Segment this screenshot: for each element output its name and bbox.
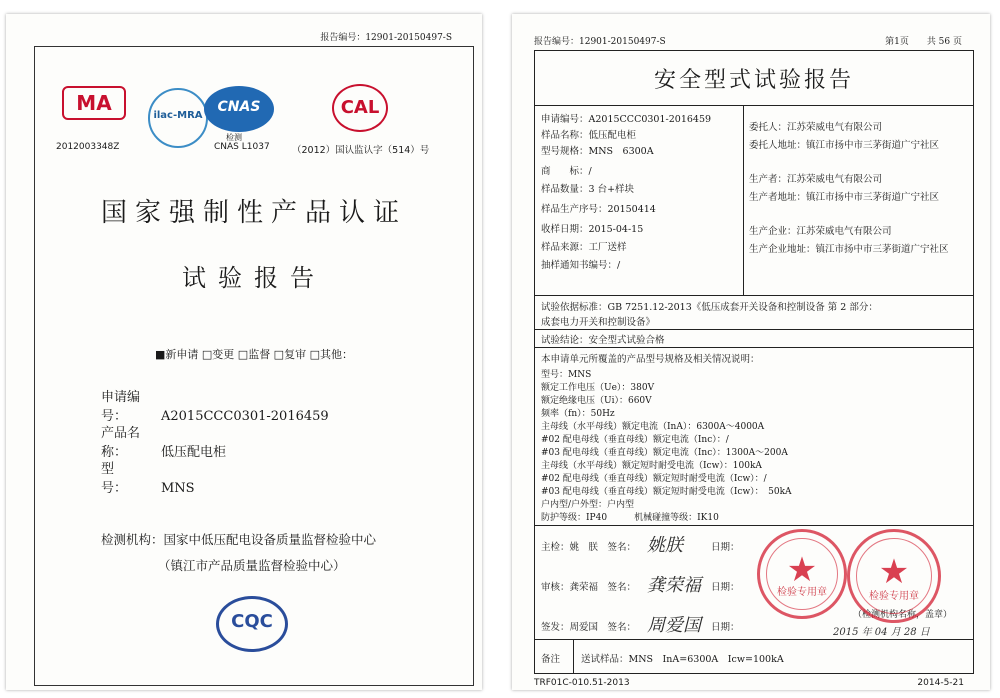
spec-item: 户内型/户外型：户内型 [541, 500, 635, 510]
testing-institution: 检测机构：国家中低压配电设备质量监督检验中心 [101, 532, 377, 547]
left-certificate-page [6, 14, 482, 690]
cnas-logo: CNAS [204, 86, 274, 132]
main-date-label: 日期： [711, 542, 740, 553]
spec-item: 主母线（水平母线）额定短时耐受电流（Icw）：100kA [541, 461, 762, 471]
spec-item: #02 配电母线（垂直母线）额定短时耐受电流（Icw）：/ [541, 474, 767, 484]
ma-code: 2012003348Z [56, 142, 120, 152]
cnas-code: CNAS L1037 [214, 142, 270, 152]
right-report-page [512, 14, 990, 690]
page-indicator: 第1页 共 56 页 [885, 37, 962, 47]
approver-signature: 周爱国 [647, 615, 701, 636]
stamp-caption: （检测机构名称，盖章） [853, 610, 953, 620]
main-inspector: 主检：姚 朕 签名： [541, 542, 637, 553]
spec-item: 额定绝缘电压（Ui）：660V [541, 396, 652, 406]
info-application-number: 申请编号：A2015CCC0301-2016459 [541, 114, 712, 125]
report-number: 报告编号：12901-20150497-S [320, 33, 452, 43]
info-client-address: 委托人地址：镇江市扬中市三茅街道广宁社区 [749, 140, 940, 151]
spec-item: #02 配电母线（垂直母线）额定电流（Inc）：/ [541, 435, 729, 445]
cal-code: （2012）国认监认字（514）号 [292, 145, 430, 156]
spec-item: 防护等级：IP40 机械碰撞等级：IK10 [541, 513, 719, 523]
footer-form-code: TRF01C-010.51-2013 [534, 678, 630, 688]
testing-institution-alt: （镇江市产品质量监督检验中心） [158, 558, 346, 573]
test-basis-row [535, 295, 973, 330]
spec-item: 额定工作电压（Ue）：380V [541, 383, 655, 393]
certificate-title: 国家强制性产品认证 [100, 198, 407, 228]
test-basis: 试验依据标准：GB 7251.12-2013《低压成套开关设备和控制设备 第 2 部分： [541, 302, 878, 313]
certificate-subtitle: 试验报告 [182, 264, 326, 292]
inspection-seal-1: ★ 检验专用章 [757, 529, 847, 619]
ilac-mra-logo: ilac-MRA [148, 88, 208, 148]
auditor-signature: 龚荣福 [647, 575, 701, 596]
info-receive-date: 收样日期：2015-04-15 [541, 224, 644, 235]
info-serial: 样品生产序号：20150414 [541, 204, 656, 215]
audit-date-label: 日期： [711, 582, 740, 593]
info-sampling-notice: 抽样通知书编号：/ [541, 260, 621, 271]
model-field: 型 号： MNS [101, 462, 195, 496]
remark-value: 送试样品：MNS InA=6300A Icw=100kA [581, 654, 784, 665]
info-trademark: 商 标：/ [541, 166, 592, 177]
info-manufacturer: 生产企业：江苏荣威电气有限公司 [749, 226, 892, 237]
remark-label: 备注 [541, 654, 561, 665]
spec-item: #03 配电母线（垂直母线）额定电流（Inc）：1300A～200A [541, 448, 788, 458]
footer-date: 2014-5-21 [917, 678, 964, 688]
test-basis-cont: 成套电力开关和控制设备》 [541, 317, 656, 328]
application-number-field: 申请编号： A2015CCC0301-2016459 [101, 390, 329, 424]
spec-block [535, 347, 973, 526]
approver: 签发：周爱国 签名： [541, 622, 637, 633]
info-sample-source: 样品来源：工厂送样 [541, 242, 627, 253]
auditor: 审核：龚荣福 签名： [541, 582, 637, 593]
spec-item: 型号：MNS [541, 370, 592, 380]
main-inspector-signature: 姚朕 [647, 535, 683, 556]
remark-row [535, 639, 973, 673]
info-producer-address: 生产者地址：镇江市扬中市三茅街道广宁社区 [749, 192, 940, 203]
cqc-logo: CQC [216, 596, 288, 652]
report-table [534, 50, 974, 674]
conclusion-row [535, 329, 973, 348]
stamp-date: 2015 年 04 月 28 日 [833, 627, 930, 638]
ma-logo: MA [62, 86, 122, 120]
report-title: 安全型式试验报告 [535, 51, 973, 106]
info-manufacturer-address: 生产企业地址：镇江市扬中市三茅街道广宁社区 [749, 244, 949, 255]
spec-item: 主母线（水平母线）额定电流（InA）：6300A～4000A [541, 422, 765, 432]
cal-logo: CAL [332, 84, 388, 132]
info-sample-qty: 样品数量：3 台+样块 [541, 184, 635, 195]
signature-block [535, 525, 973, 640]
info-sample-name: 样品名称：低压配电柜 [541, 130, 637, 141]
cnas-sub: 检测 [226, 133, 242, 142]
approve-date-label: 日期： [711, 622, 740, 633]
report-number: 报告编号：12901-20150497-S [534, 37, 666, 47]
test-conclusion: 试验结论：安全型式试验合格 [541, 335, 665, 346]
info-client: 委托人：江苏荣威电气有限公司 [749, 122, 883, 133]
application-type-checkboxes: ■新申请 □变更 □监督 □复审 □其他： [155, 348, 353, 361]
spec-item: 频率（fn）：50Hz [541, 409, 615, 419]
sample-info-block [535, 105, 973, 296]
spec-intro: 本申请单元所覆盖的产品型号规格及相关情况说明： [541, 354, 760, 365]
spec-item: #03 配电母线（垂直母线）额定短时耐受电流（Icw）： 50kA [541, 487, 792, 497]
info-model-spec: 型号规格：MNS 6300A [541, 146, 654, 157]
product-name-field: 产品名称： 低压配电柜 [101, 426, 227, 460]
info-producer: 生产者：江苏荣威电气有限公司 [749, 174, 883, 185]
inspection-seal-2: ★ 检验专用章 [847, 529, 941, 623]
